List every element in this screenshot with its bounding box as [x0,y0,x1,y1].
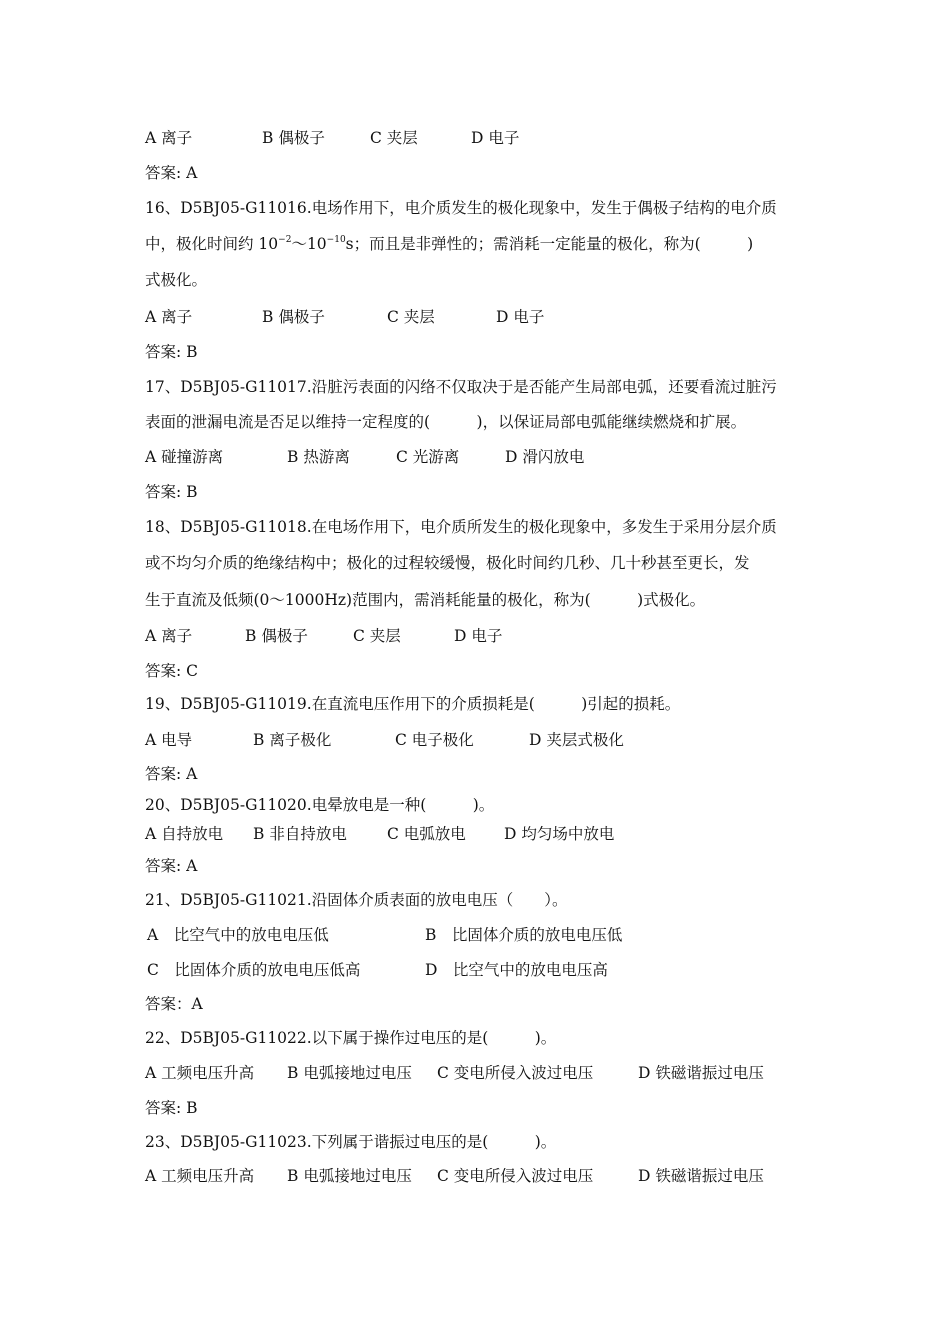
question-line: 或不均匀介质的绝缘结构中；极化的过程较缓慢，极化时间约几秒、几十秒甚至更长，发 [145,554,750,572]
answer-option: D 电子 [471,129,520,147]
answer-option: A 离子 [145,627,193,645]
question-line: 22、D5BJ05-G11022.以下属于操作过电压的是( )。 [145,1029,557,1047]
exponent: −2 [278,235,292,245]
text-run: s；而且是非弹性的；需消耗一定能量的极化，称为( ) [345,235,754,253]
answer-option: C 电子极化 [395,731,474,749]
answer-option: C 夹层 [370,129,418,147]
text-run: ～10 [291,235,327,253]
answer-option: C 光游离 [396,448,460,466]
answer-option: C 夹层 [353,627,401,645]
answer-line: 答案: B [145,1099,198,1117]
answer-line: 答案: C [145,662,199,680]
answer-option: B 偶极子 [262,129,325,147]
answer-option: A 工频电压升高 [145,1167,255,1185]
answer-option: B 电弧接地过电压 [287,1064,412,1082]
answer-option: D 电子 [454,627,503,645]
question-line: 21、D5BJ05-G11021.沿固体介质表面的放电电压（ ）。 [145,891,568,909]
answer-line: 答案: B [145,343,198,361]
exponent: −10 [326,235,346,245]
answer-option: B 电弧接地过电压 [287,1167,412,1185]
question-line: 表面的泄漏电流是否足以维持一定程度的( )，以保证局部电弧能继续燃烧和扩展。 [145,413,747,431]
answer-option: D 夹层式极化 [529,731,624,749]
question-line: 18、D5BJ05-G11018.在电场作用下，电介质所发生的极化现象中，多发生于采用分层介质 [145,518,777,536]
answer-option: D 铁磁谐振过电压 [638,1064,764,1082]
answer-option: B 非自持放电 [253,825,347,843]
question-line: 20、D5BJ05-G11020.电晕放电是一种( )。 [145,796,495,814]
answer-option: D 均匀场中放电 [504,825,615,843]
answer-option: C 变电所侵入波过电压 [437,1064,594,1082]
answer-option: C 电弧放电 [387,825,466,843]
answer-line: 答案: B [145,483,198,501]
answer-option: A 离子 [145,129,193,147]
answer-option: A 离子 [145,308,193,326]
question-line: 16、D5BJ05-G11016.电场作用下，电介质发生的极化现象中，发生于偶极子结构的电介质 [145,199,777,217]
answer-option: D 比空气中的放电电压高 [425,961,608,979]
answer-option: D 铁磁谐振过电压 [638,1167,764,1185]
answer-option: C 变电所侵入波过电压 [437,1167,594,1185]
answer-option: C 比固体介质的放电电压低高 [147,961,361,979]
question-line: 式极化。 [145,271,208,289]
answer-option: A 比空气中的放电电压低 [147,926,329,944]
answer-line: 答案: A [145,765,198,783]
answer-line: 答案: A [145,857,198,875]
question-line: 23、D5BJ05-G11023.下列属于谐振过电压的是( )。 [145,1133,557,1151]
answer-option: B 比固体介质的放电电压低 [425,926,623,944]
answer-option: D 滑闪放电 [505,448,585,466]
question-line: 17、D5BJ05-G11017.沿脏污表面的闪络不仅取决于是否能产生局部电弧，还要看流过脏污 [145,378,777,396]
answer-option: A 电导 [145,731,193,749]
answer-line: 答案：A [145,995,203,1013]
question-line: 生于直流及低频(0～1000Hz)范围内，需消耗能量的极化，称为( )式极化。 [145,591,706,609]
answer-line: 答案: A [145,164,198,182]
answer-option: B 偶极子 [245,627,308,645]
answer-option: B 热游离 [287,448,350,466]
answer-option: D 电子 [496,308,545,326]
question-line: 19、D5BJ05-G11019.在直流电压作用下的介质损耗是( )引起的损耗。 [145,695,681,713]
answer-option: A 自持放电 [145,825,224,843]
question-line [145,234,753,254]
answer-option: B 偶极子 [262,308,325,326]
text-run: 中，极化时间约 10 [145,235,279,253]
answer-option: B 离子极化 [253,731,332,749]
answer-option: A 碰撞游离 [145,448,224,466]
answer-option: A 工频电压升高 [145,1064,255,1082]
answer-option: C 夹层 [387,308,435,326]
